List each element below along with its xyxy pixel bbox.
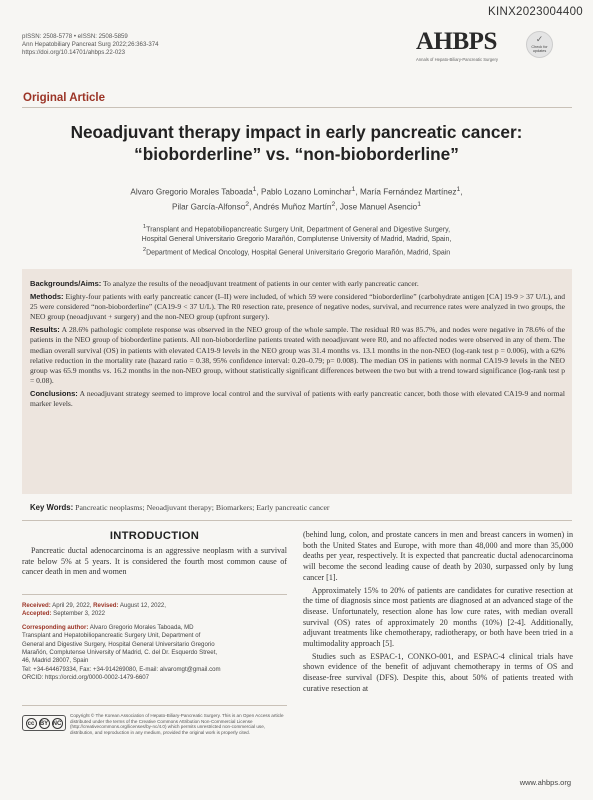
article-type: Original Article: [23, 92, 106, 104]
article-info-box: [22, 594, 287, 706]
issn-line: pISSN: 2508-5778 • eISSN: 2508-5859: [22, 33, 128, 40]
corresponding-author: Corresponding author: Alvaro Gregorio Morales Taboada, MD Transplant and Hepatobiliopancreatic Surgery Unit, Department of General and Digestive Surgery, Hospital General Universitario Gregorio Marañón, Complutense University of Madrid, C. del Dr. Esquerdo Street, 46, Madrid 28007, Spain Tel: +34-644679334, Fax: +34-914269080, E-mail: alvaromgt@gmail.com ORCID: https://orcid.org/0000-0002-1479-6607: [22, 623, 221, 682]
left-column: [22, 546, 287, 580]
footer-website-link[interactable]: www.ahbps.org: [519, 778, 571, 787]
journal-info: [22, 33, 159, 58]
author-name: Jose Manuel Asencio: [339, 202, 418, 212]
author-name: Pilar García-Alfonso: [171, 202, 246, 212]
abstract-box: [22, 269, 572, 494]
keywords: Key Words: Pancreatic neoplasms; Neoadjuvant therapy; Biomarkers; Early pancreatic cancer: [30, 503, 330, 512]
article-title: Neoadjuvant therapy impact in early pancreatic cancer: “bioborderline” vs. “non-bioborderline”: [70, 122, 523, 164]
logo-text: AHBPS: [416, 28, 497, 55]
author-name: María Fernández Martínez: [360, 187, 457, 197]
author-name: Andrés Muñoz Martín: [253, 202, 332, 212]
doi-link[interactable]: https://doi.org/10.14701/ahbps.22-023: [22, 49, 125, 57]
cc-by-nc-icon[interactable]: cc BY NC: [22, 715, 66, 731]
contact-line: Tel: +34-644679334, Fax: +34-914269080, E-mail: alvaromgt@gmail.com: [22, 665, 221, 673]
right-column: [303, 530, 573, 697]
license-text: Copyright © The Korean Association of Hepato-Biliary-Pancreatic Surgery. This is an Open Access article distributed under the terms of the Creative Commons Attribution Non-Commercial License (http://creativecommons.org/licenses/by-nc/4.0) which permits unrestricted non-commercial use, distribution, and reproduction in any medium, provided the original work is properly cited.: [70, 713, 284, 735]
article-dates: Received: April 29, 2022, Revised: August 12, 2022, Accepted: September 3, 2022: [22, 602, 166, 618]
author-list: Alvaro Gregorio Morales Taboada$^1$, Pablo Lozano Lominchar$^1$, María Fernández Martínez$^1$, Pilar García-Alfonso$^2$, Andrés Muñoz Martín$^2$, Jose Manuel Asencio$^1$: [130, 186, 463, 212]
check-for-updates-button[interactable]: ✓ Check for updates: [526, 31, 553, 58]
affiliations: $^1$Transplant and Hepatobiliopancreatic Surgery Unit, Department of General and Digestive Surgery, Hospital General Universitario Gregorio Marañón, Complutense University of Madrid, Madrid, Spain, $^2$Department of Medical Oncology, Hospital General Universitario Gregorio Marañón, Madrid, Spain: [141, 224, 452, 257]
divider: [22, 520, 572, 521]
section-heading-introduction: INTRODUCTION: [109, 530, 200, 542]
abstract-results: Results: A 28.6% pathologic complete response was observed in the NEO group of the whole sample. The residual R0 was 85.7%, and nodes were negative in 78.6% of the patients in the NEO group of bioborderline patients. All non-bioborderline patients treated with neoadjuvant were R0, and no affected nodes were observed in any of them. The median overall survival (OS) in patients with elevated CA19-9 levels in the NEO group was 31.4 months vs. 13.1 months in the non-NEO (log-rank test p = 0.006), with a 62% relative reduction in the mortality rate (hazard ratio = 0.38, 95% confidence interval: 0.20–0.79; p= 0.008). The median OS in patients with normal CA19-9 levels in the NEO group was 65.9 months vs. 16.2 months in the non-NEO group, without statistically significant differences between the two but with a trend toward significance (log-rank test p = 0.08).: [30, 325, 565, 385]
author-name: Alvaro Gregorio Morales Taboada: [130, 187, 253, 197]
logo-subtitle: Annals of Hepato-Biliary-Pancreatic Surgery: [416, 57, 498, 62]
orcid-link[interactable]: ORCID: https://orcid.org/0000-0002-1479-6607: [22, 674, 150, 682]
abstract-methods: Methods: Eighty-four patients with early pancreatic cancer (I–II) were included, of which 59 were considered “bioborderline” (carbohydrate antigen [CA] 19-9 > 37 U/L), and 25 were considered “non-bioborderline” (CA19-9 < 37 U/L). The R0 resection rate, presence of negative nodes, survival, and recurrence rates were analyzed in two groups, the NEO group (neoadjuvant + surgery) and the non-NEO group (upfront surgery).: [30, 292, 565, 322]
paragraph: Approximately 15% to 20% of patients are candidates for curative resection at the time of diagnosis since most patients are diagnosed at an advanced stage of the disease. Unfortunately, resection alone has low cure rates, with median overall survival (OS) rates of approximately 20 months (10%) [2-4]. Additionally, adjuvant treatments like chemotherapy, radiotherapy, or both have been tried in a multimodality approach [5].: [303, 585, 573, 649]
journal-logo: [416, 28, 562, 66]
update-check-icon: ✓: [535, 34, 544, 44]
paragraph: (behind lung, colon, and prostate cancers in men and breast cancers in women) in both the United States and Europe, with more than 48,000 and more than 35,000 deaths per year, respectively. It is expected that pancreatic ductal adenocarcinoma will become the second leading cause of death by 2030, surpassed only by lung cancer [1].: [303, 530, 573, 582]
abstract-background: Backgrounds/Aims: To analyze the results of the neoadjuvant treatment of patients in our center with early pancreatic cancer.: [30, 279, 419, 288]
author-name: Pablo Lozano Lominchar: [261, 187, 352, 197]
abstract-conclusions: Conclusions: A neoadjuvant strategy seemed to improve local control and the survival of patients with early pancreatic cancer, both those with elevated CA19-9 and normal marker levels.: [30, 388, 565, 409]
paragraph: Studies such as ESPAC-1, CONKO-001, and ESPAC-4 clinical trials have shown evidence of the benefit of adjuvant chemotherapy in terms of OS and disease-free survival (DFS). Despite this, about 50% of patients treated with curative resection at: [303, 651, 573, 693]
abstract: [30, 279, 565, 412]
citation-line: Ann Hepatobiliary Pancreat Surg 2022;26:363-374: [22, 41, 159, 49]
paragraph: Pancreatic ductal adenocarcinoma is an aggressive neoplasm with a survival rate below 5% at 5 years. It is considered the fourth most common cause of cancer death in men and women: [22, 546, 287, 577]
document-code: KINX2023004400: [488, 6, 583, 18]
divider: [22, 107, 572, 108]
